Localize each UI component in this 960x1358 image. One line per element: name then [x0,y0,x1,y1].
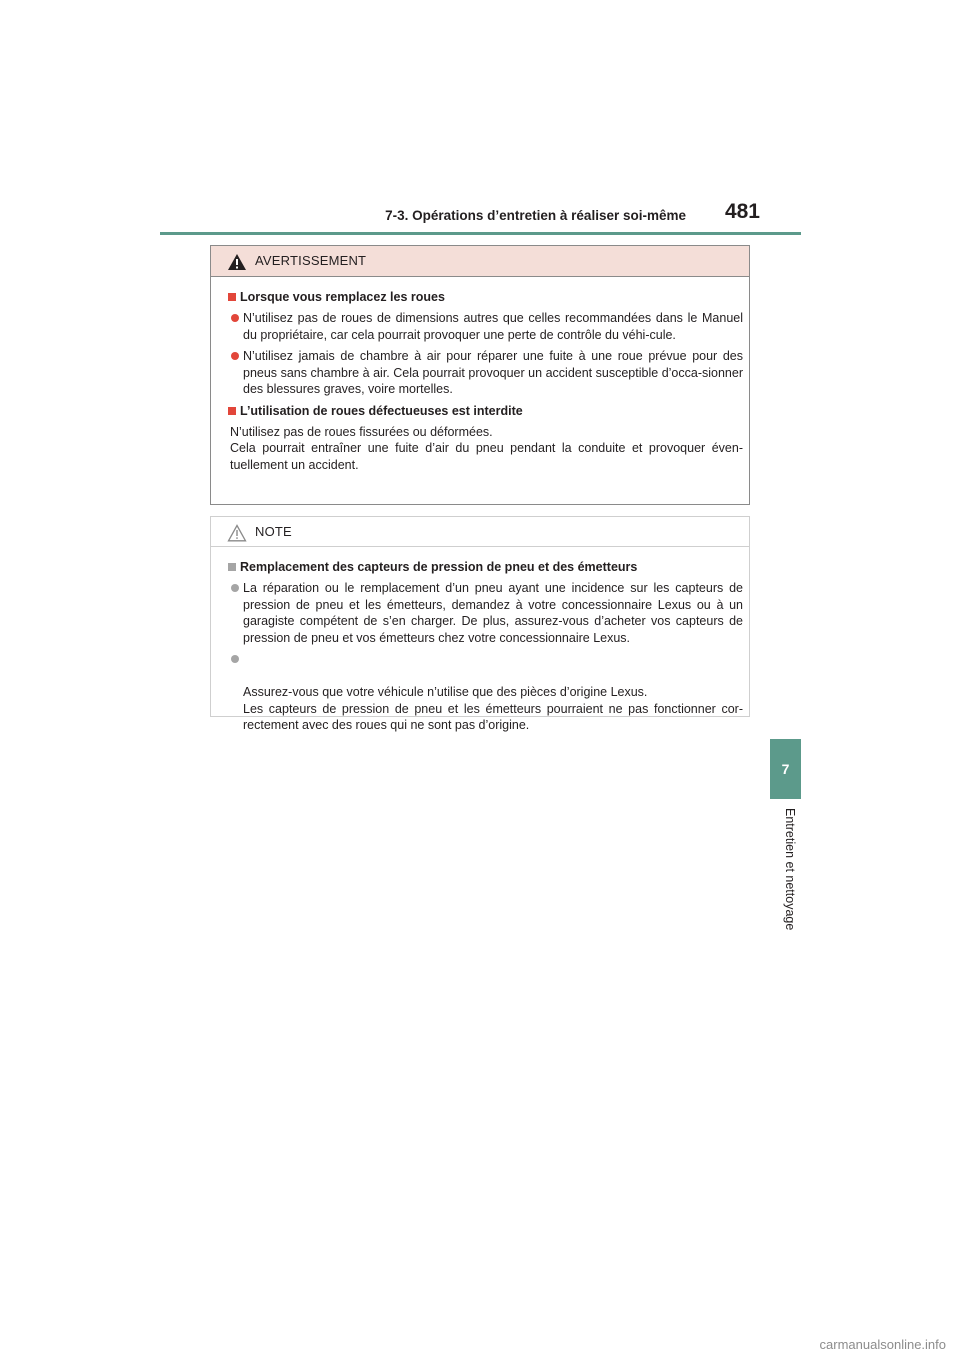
warning-heading [228,289,743,306]
round-bullet-icon [231,314,239,322]
caution-triangle-outline-icon [227,524,247,542]
warning-body [211,277,749,473]
note-header [211,517,749,547]
list-item-text: N’utilisez pas de roues de dimensions autres que celles recommandées dans le Manuel du propriétaire, car cela pourrait provoquer une perte de contrôle du véhi-cule. [243,311,743,342]
warning-heading [228,403,743,420]
list-item-text: La réparation ou le remplacement d’un pneu ayant une incidence sur les capteurs de pression de pneu et les émetteurs, demandez à votre concessionnaire Lexus ou à un garagiste compétent de s’en charger. De plus, assurez-vous d’acheter vos capteurs de pression de pneu et vos émetteurs chez votre concessionnaire Lexus. [243,581,743,645]
list-item [230,310,743,343]
round-bullet-icon [231,352,239,360]
note-label: NOTE [255,524,292,539]
note-heading [228,559,743,576]
paragraph-line: Cela pourrait entraîner une fuite d’air du pneu pendant la conduite et provoquer éven-tuellement un accident. [230,441,743,472]
page-number: 481 [724,200,760,223]
watermark-link[interactable]: carmanualsonline.info [819,1337,946,1352]
round-bullet-icon [231,655,239,663]
square-bullet-icon [228,293,236,301]
square-bullet-icon [228,563,236,571]
section-title: 7-3. Opérations d’entretien à réaliser soi-même [385,208,686,223]
list-item [230,651,743,734]
header-rule [160,232,801,235]
warning-heading-text: L’utilisation de roues défectueuses est interdite [240,403,523,418]
warning-header [211,246,749,277]
warning-heading-text: Lorsque vous remplacez les roues [240,290,445,304]
chapter-tab: 7 [770,739,801,799]
paragraph-line: N’utilisez pas de roues fissurées ou déformées. [230,424,493,439]
round-bullet-icon [231,584,239,592]
warning-triangle-icon [227,253,247,271]
square-bullet-icon [228,407,236,415]
warning-label: AVERTISSEMENT [255,253,367,268]
list-item [230,348,743,398]
warning-box [210,245,750,505]
list-item-text: N’utilisez jamais de chambre à air pour réparer une fuite à une roue prévue pour des pneus sans chambre à air. Cela pourrait provoquer un accident susceptible d’occa-sionner des blessures graves, voire mortelles. [243,349,743,396]
note-box [210,516,750,732]
list-item-text: Assurez-vous que votre véhicule n’utilise que des pièces d’origine Lexus. Les capteurs de pression de pneu et les émetteurs pourraient ne pas fonctionner cor-rectement avec des roues qui ne sont pas d’origine. [243,685,743,732]
note-heading-text: Remplacement des capteurs de pression de pneu et des émetteurs [240,560,638,574]
list-item [230,580,743,646]
note-body [211,547,749,734]
chapter-label: Entretien et nettoyage [783,808,797,931]
